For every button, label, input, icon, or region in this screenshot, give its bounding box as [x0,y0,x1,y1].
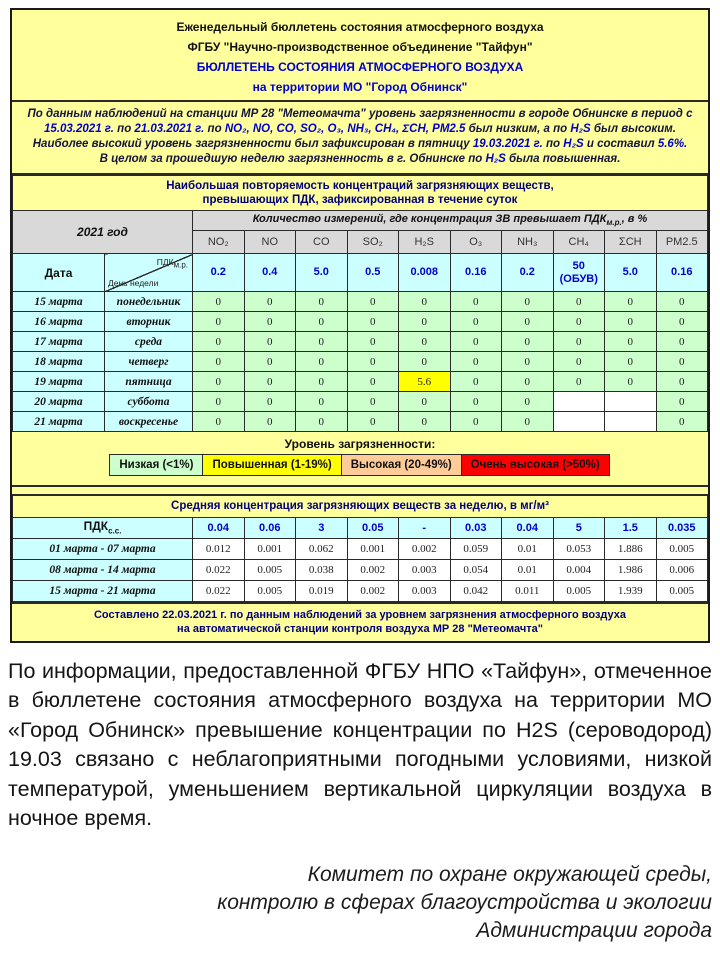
avg-value-cell: 0.006 [656,559,708,580]
freq-table-header-row [13,211,708,231]
value-cell: 0 [296,352,348,372]
date-cell: 19 марта [13,372,105,392]
freq-table-row [13,352,708,372]
date-cell: 20 марта [13,392,105,412]
signature-block [8,861,712,945]
section-spacer [12,487,708,494]
pdk-ss-value: 5 [553,517,605,538]
value-cell: 0 [656,372,708,392]
pdk-ss-value: 0.05 [347,517,399,538]
diagonal-header-cell [105,254,193,292]
value-cell: 0 [399,392,451,412]
value-cell: 0 [193,412,245,432]
day-cell: понедельник [105,292,193,312]
freq-table-row [13,392,708,412]
legend-item: Высокая (20-49%) [341,454,462,476]
value-cell [553,412,605,432]
value-cell: 0 [296,332,348,352]
value-cell: 0 [502,312,554,332]
pdk-mr-value: 5.0 [296,254,348,292]
day-cell: пятница [105,372,193,392]
avg-value-cell: 0.038 [296,559,348,580]
avg-value-cell: 0.002 [399,538,451,559]
avg-value-cell: 0.019 [296,580,348,601]
avg-value-cell: 0.002 [347,559,399,580]
date-cell: 16 марта [13,312,105,332]
value-cell: 0 [347,392,399,412]
value-cell: 0 [502,392,554,412]
freq-table-title-line2: превышающих ПДК, зафиксированная в течение суток [202,194,518,206]
value-cell: 0 [399,292,451,312]
summary-segment: H₂S [563,138,584,150]
pollutant-header-cell: CH₄ [553,231,605,254]
day-cell: суббота [105,392,193,412]
date-cell: 17 марта [13,332,105,352]
freq-table-row [13,412,708,432]
bulletin-footer [12,602,708,641]
pollutant-header-cell: PM2.5 [656,231,708,254]
value-cell: 0 [656,312,708,332]
avg-value-cell: 0.003 [399,559,451,580]
summary-segment: 19.03.2021 г. [472,138,543,150]
avg-value-cell: 0.004 [553,559,605,580]
value-cell: 0 [347,312,399,332]
footer-line2: на автоматической станции контроля воздуха МР 28 "Метеомачта" [177,622,543,635]
legend-item: Низкая (<1%) [109,454,203,476]
value-cell: 0 [450,292,502,312]
value-cell: 0 [553,312,605,332]
pdk-mr-value: 0.2 [193,254,245,292]
pdk-ss-value: 0.04 [193,517,245,538]
date-cell: 18 марта [13,352,105,372]
avg-value-cell: 0.001 [347,538,399,559]
pdk-mr-value: 0.16 [450,254,502,292]
value-cell: 0 [450,352,502,372]
pdk-ss-value: 0.03 [450,517,502,538]
value-cell: 0 [296,292,348,312]
value-cell: 0 [193,312,245,332]
bulletin-summary [12,102,708,175]
pdk-ss-value: 0.06 [244,517,296,538]
pollutant-header-cell: SO₂ [347,231,399,254]
value-cell: 0 [450,412,502,432]
pdk-ss-value: 0.035 [656,517,708,538]
value-cell: 0 [502,352,554,372]
value-cell: 0 [244,372,296,392]
period-cell: 01 марта - 07 марта [13,538,193,559]
freq-table-row [13,372,708,392]
value-cell: 0 [450,332,502,352]
freq-table-row [13,312,708,332]
summary-segment: был высоким. Наиболее высокий уровень загрязненности был зафиксирован в пятницу [32,123,676,150]
avg-value-cell: 0.005 [553,580,605,601]
pdk-mr-value: 0.5 [347,254,399,292]
value-cell: 0 [656,352,708,372]
date-cell: 21 марта [13,412,105,432]
avg-value-cell: 0.059 [450,538,502,559]
legend-item: Повышенная (1-19%) [202,454,341,476]
day-cell: среда [105,332,193,352]
avg-value-cell: 0.011 [502,580,554,601]
period-cell: 15 марта - 21 марта [13,580,193,601]
avg-value-cell: 0.022 [193,559,245,580]
value-cell: 0 [656,412,708,432]
pollutant-header-cell: O₃ [450,231,502,254]
pdk-ss-label: $ПДК_{с.с.}$ [13,517,193,538]
signature-line: Комитет по охране окружающей среды, [307,862,712,886]
freq-table-body [13,292,708,432]
value-cell: 0 [193,372,245,392]
avg-table-title: Средняя концентрация загрязняющих веществ за неделю, в мг/м³ [13,495,708,517]
value-cell: 0 [553,332,605,352]
summary-segment: и составил [583,138,658,150]
avg-value-cell: 0.005 [244,559,296,580]
avg-concentration-table [12,494,708,602]
freq-table-title-line1: Наибольшая повторяемость концентраций загрязняющих веществ, [166,180,554,192]
pollutant-header-cell: NH₃ [502,231,554,254]
pdk-mr-value: 0.008 [399,254,451,292]
header-line: на территории МО "Город Обнинск" [252,80,468,94]
avg-value-cell: 0.053 [553,538,605,559]
value-cell: 0 [347,372,399,392]
pdk-mr-value: 0.16 [656,254,708,292]
value-cell: 0 [347,412,399,432]
avg-value-cell: 0.005 [244,580,296,601]
avg-value-cell: 0.005 [656,538,708,559]
value-cell: 0 [296,392,348,412]
value-cell: 0 [502,292,554,312]
day-cell: вторник [105,312,193,332]
signature-line: Администрации города [476,918,712,942]
year-cell: 2021 год [13,211,193,254]
header-line: Еженедельный бюллетень состояния атмосферного воздуха [176,20,544,34]
summary-paragraph [22,107,698,152]
value-cell [553,392,605,412]
footer-line1: Составлено 22.03.2021 г. по данным наблюдений за уровнем загрязнения атмосферного воздуха [93,608,627,621]
value-cell: 0 [502,372,554,392]
summary-conclusion [22,152,698,167]
avg-value-cell: 0.001 [244,538,296,559]
value-cell: 0 [656,332,708,352]
value-cell: 0 [605,312,657,332]
value-cell: 0 [450,312,502,332]
value-cell: 0 [502,332,554,352]
summary-segment: по [542,138,564,150]
avg-value-cell: 0.01 [502,538,554,559]
date-cell: 15 марта [13,292,105,312]
value-cell: 0 [399,332,451,352]
avg-table-row [13,580,708,601]
avg-value-cell: 0.042 [450,580,502,601]
value-cell: 0 [450,392,502,412]
pdk-mr-value: 0.4 [244,254,296,292]
value-cell: 0 [347,332,399,352]
period-cell: 08 марта - 14 марта [13,559,193,580]
value-cell: 5.6 [399,372,451,392]
avg-value-cell: 1.986 [605,559,657,580]
legend-item: Очень высокая (>50%) [461,454,610,476]
freq-table-title [13,176,708,211]
value-cell: 0 [656,392,708,412]
avg-value-cell: 0.012 [193,538,245,559]
avg-value-cell: 1.886 [605,538,657,559]
avg-value-cell: 0.002 [347,580,399,601]
value-cell: 0 [450,372,502,392]
avg-value-cell: 0.01 [502,559,554,580]
summary-segment: была повышенная. [505,153,621,165]
value-cell: 0 [399,412,451,432]
pdk-ss-value: 0.04 [502,517,554,538]
pollutant-header-cell: ΣCH [605,231,657,254]
pdk-mr-label: $ПДК_{м.р.}$ [156,257,188,270]
value-cell: 0 [296,312,348,332]
avg-value-cell: 0.022 [193,580,245,601]
exceedance-frequency-table [12,175,708,432]
freq-table-title-row [13,176,708,211]
value-cell: 0 [347,292,399,312]
value-cell: 0 [399,312,451,332]
pollutant-header-cell: H₂S [399,231,451,254]
value-cell: 0 [399,352,451,372]
value-cell: 0 [296,412,348,432]
header-line: ФГБУ "Научно-производственное объединение "Тайфун" [187,40,533,54]
summary-segment: по [204,123,225,135]
legend-items [12,454,708,476]
header-line: БЮЛЛЕТЕНЬ СОСТОЯНИЯ АТМОСФЕРНОГО ВОЗДУХА [196,60,524,74]
avg-value-cell: 0.003 [399,580,451,601]
avg-table-row [13,559,708,580]
pollutant-header-cell: NO [244,231,296,254]
avg-table-title-row [13,495,708,517]
pdk-mr-row [13,254,708,292]
pollutant-header-cell: CO [296,231,348,254]
avg-value-cell: 0.005 [656,580,708,601]
value-cell: 0 [605,332,657,352]
value-cell: 0 [244,392,296,412]
explanation-paragraph: По информации, предоставленной ФГБУ НПО «Тайфун», отмеченное в бюллетене состояния атмосферного воздуха на территории МО «Город Обнинск» превышение концентрации по H2S (сероводород) 19.03 связано с неблагоприятными погодными условиями, низкой температурой, уменьшением вертикальной циркуляции воздуха в ночное время. [8,658,712,830]
pdk-ss-value: - [399,517,451,538]
pollution-level-legend [12,432,708,487]
value-cell: 0 [193,392,245,412]
value-cell: 0 [553,352,605,372]
value-cell [605,392,657,412]
summary-segment: H₂S [485,153,506,165]
day-of-week-label: День недели [108,278,159,288]
pdk-ss-row [13,517,708,538]
pdk-ss-value: 3 [296,517,348,538]
value-cell: 0 [244,332,296,352]
avg-table-row [13,538,708,559]
pdk-mr-value: 50 (ОБУВ) [553,254,605,292]
summary-segment: 5.6%. [657,138,688,150]
avg-value-cell: 0.062 [296,538,348,559]
freq-table-row [13,292,708,312]
value-cell: 0 [193,332,245,352]
summary-segment: В целом за прошедшую неделю загрязненность в г. Обнинске по [99,153,486,165]
value-cell: 0 [502,412,554,432]
value-cell: 0 [244,312,296,332]
pdk-ss-value: 1.5 [605,517,657,538]
bulletin-header [12,10,708,102]
value-cell: 0 [553,372,605,392]
day-cell: воскресенье [105,412,193,432]
day-cell: четверг [105,352,193,372]
freq-table-row [13,332,708,352]
value-cell: 0 [193,292,245,312]
summary-segment: H₂S [570,123,591,135]
value-cell: 0 [605,372,657,392]
pdk-mr-value: 0.2 [502,254,554,292]
summary-segment: по [113,123,135,135]
value-cell: 0 [553,292,605,312]
value-cell: 0 [193,352,245,372]
value-cell: 0 [605,292,657,312]
air-quality-bulletin [10,8,710,643]
value-cell: 0 [656,292,708,312]
avg-table-body [13,538,708,601]
value-cell: 0 [605,352,657,372]
signature-line: контролю в сферах благоустройства и экологии [217,890,712,914]
value-cell: 0 [244,352,296,372]
date-column-header: Дата [13,254,105,292]
pdk-mr-value: 5.0 [605,254,657,292]
value-cell: 0 [296,372,348,392]
avg-value-cell: 1.939 [605,580,657,601]
summary-segment: По данным наблюдений на станции МР 28 "Метеомачта" уровень загрязненности в городе Обнинске в период с [27,108,693,120]
value-cell: 0 [244,292,296,312]
summary-segment: NO₂, NO, CO, SO₂, O₃, NH₃, CH₄, ΣCH, PM2.5 [224,123,466,135]
summary-segment: 21.03.2021 г. [134,123,205,135]
summary-segment: 15.03.2021 г. [44,123,114,135]
avg-value-cell: 0.054 [450,559,502,580]
value-cell: 0 [244,412,296,432]
pollutant-header-cell: NO₂ [193,231,245,254]
summary-segment: был низким, а по [465,123,571,135]
value-cell: 0 [347,352,399,372]
legend-title: Уровень загрязненности: [284,437,436,451]
measurements-header: Количество измерений, где концентрация ЗВ превышает $ПДК_{м.р.}$, в % [193,211,708,231]
value-cell [605,412,657,432]
